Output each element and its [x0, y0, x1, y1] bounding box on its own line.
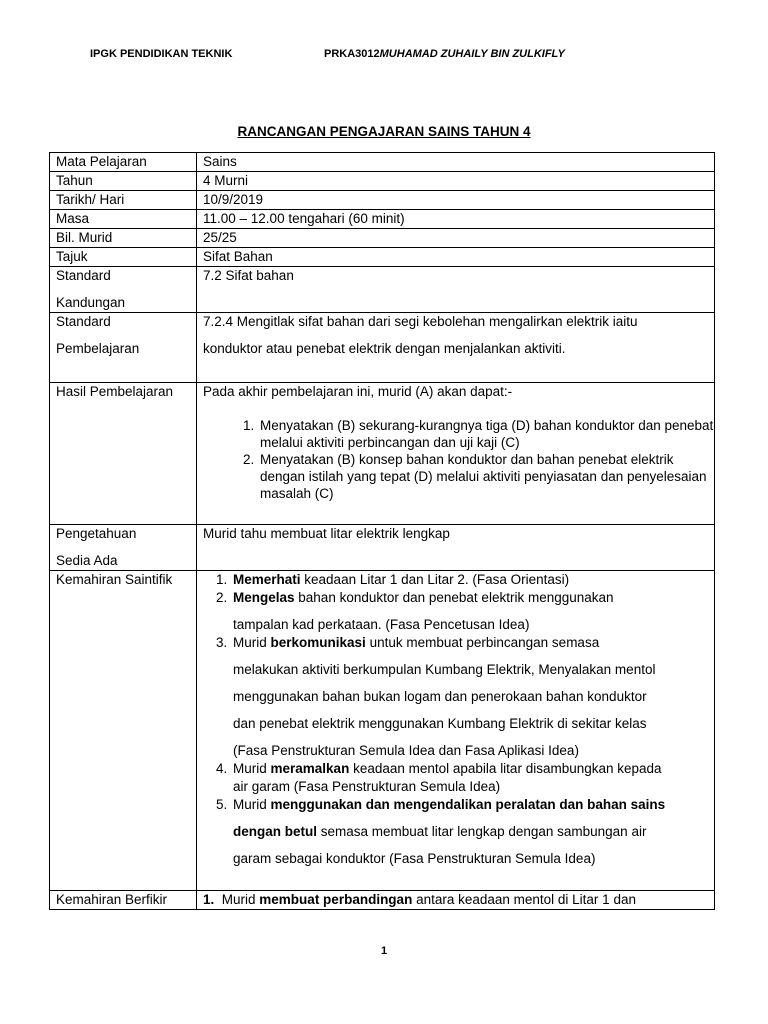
item-text: semasa membuat litar lengkap dengan sambungan air: [317, 824, 647, 839]
text-line: Pada akhir pembelajaran ini, murid (A) akan dapat:-: [203, 384, 513, 399]
item-text: antara keadaan mentol di Litar 1 dan: [412, 892, 636, 907]
header-course-code: PRKA3012: [324, 48, 380, 60]
bold-term: Mengelas: [233, 590, 295, 605]
item-text: menggunakan bahan bukan logam dan penerokaan bahan konduktor: [233, 689, 647, 704]
row-label: Bil. Murid: [50, 229, 197, 248]
label-line: Sedia Ada: [56, 553, 118, 568]
row-value: Sifat Bahan: [197, 248, 715, 267]
item-text: melakukan aktiviti berkumpulan Kumbang Elektrik, Menyalakan mentol: [233, 662, 656, 677]
item-number: 1.: [203, 892, 215, 907]
row-value: [197, 571, 715, 891]
table-row: [50, 891, 715, 910]
table-row: [50, 210, 715, 229]
row-label: [50, 525, 197, 571]
row-label: Kemahiran Berfikir: [50, 891, 197, 910]
row-label: Masa: [50, 210, 197, 229]
table-row: [50, 313, 715, 383]
row-value: 4 Murni: [197, 172, 715, 191]
item-text: garam sebagai konduktor (Fasa Penstrukturan Semula Idea): [233, 851, 596, 866]
row-label: Mata Pelajaran: [50, 153, 197, 172]
row-label: Tarikh/ Hari: [50, 191, 197, 210]
item-text: Murid: [233, 635, 271, 650]
list-item: [231, 760, 714, 796]
list-item: [231, 634, 714, 760]
skills-list: [203, 571, 714, 868]
row-value: [197, 891, 715, 910]
header-course-author: [324, 48, 565, 60]
row-value: 25/25: [197, 229, 715, 248]
row-value: Murid tahu membuat litar elektrik lengkap: [197, 525, 715, 571]
list-item: [231, 571, 714, 589]
page-number: 1: [380, 945, 388, 957]
bold-term: dengan betul: [233, 824, 317, 839]
table-row: [50, 571, 715, 891]
list-item: 2. Menyatakan (B) konsep bahan konduktor dan bahan penebat elektrik dengan istilah yang tepat (D) melalui aktiviti penyiasatan dan penyelesaian masalah (C): [258, 451, 714, 502]
label-line: Pembelajaran: [56, 341, 140, 356]
bold-term: menggunakan dan mengendalikan peralatan dan bahan sains: [270, 797, 666, 812]
label-line: Standard: [56, 268, 111, 283]
header-author: MUHAMAD ZUHAILY BIN ZULKIFLY: [379, 48, 565, 60]
row-label: Tahun: [50, 172, 197, 191]
label-line: Pengetahuan: [56, 526, 137, 541]
item-text: untuk membuat perbincangan semasa: [365, 635, 600, 650]
header-institution: IPGK PENDIDIKAN TEKNIK: [90, 48, 233, 60]
row-value: 7.2 Sifat bahan: [197, 267, 715, 313]
label-line: Standard: [56, 314, 111, 329]
page-title: RANCANGAN PENGAJARAN SAINS TAHUN 4: [237, 124, 531, 139]
lesson-plan-table: [49, 152, 715, 910]
table-row: [50, 153, 715, 172]
bold-term: berkomunikasi: [270, 635, 366, 650]
text-line: 7.2.4 Mengitlak sifat bahan dari segi kebolehan mengalirkan elektrik iaitu: [203, 314, 638, 329]
table-row: [50, 191, 715, 210]
list-item: [231, 796, 714, 868]
item-text: Murid: [221, 892, 260, 907]
outcome-list: [203, 417, 714, 502]
item-text: Murid: [233, 761, 271, 776]
list-item: [231, 589, 714, 634]
table-row: [50, 172, 715, 191]
row-value: 11.00 – 12.00 tengahari (60 minit): [197, 210, 715, 229]
item-text: tampalan kad perkataan. (Fasa Pencetusan Idea): [233, 617, 530, 632]
row-label: [50, 267, 197, 313]
text-line: konduktor atau penebat elektrik dengan menjalankan aktiviti.: [203, 341, 566, 356]
row-label: Hasil Pembelajaran: [50, 383, 197, 525]
table-row: [50, 383, 715, 525]
item-text: Murid: [233, 797, 271, 812]
item-text: dan penebat elektrik menggunakan Kumbang Elektrik di sekitar kelas: [233, 716, 647, 731]
row-value: [197, 383, 715, 525]
item-text: keadaan mentol apabila litar disambungkan kepada: [349, 761, 662, 776]
table-row: [50, 248, 715, 267]
row-label: Tajuk: [50, 248, 197, 267]
row-label: Kemahiran Saintifik: [50, 571, 197, 891]
list-item: 1. Menyatakan (B) sekurang-kurangnya tiga (D) bahan konduktor dan penebat melalui aktiviti perbincangan dan uji kaji (C): [258, 417, 714, 451]
table-row: [50, 267, 715, 313]
item-text: (Fasa Penstrukturan Semula Idea dan Fasa Aplikasi Idea): [233, 743, 579, 758]
item-text: air garam (Fasa Penstrukturan Semula Idea): [233, 779, 501, 794]
row-value: Sains: [197, 153, 715, 172]
bold-term: Memerhati: [233, 572, 301, 587]
row-label: [50, 313, 197, 383]
label-line: Kandungan: [56, 295, 126, 310]
bold-term: meramalkan: [270, 761, 350, 776]
bold-term: membuat perbandingan: [259, 892, 413, 907]
row-value: [197, 313, 715, 383]
table-row: [50, 525, 715, 571]
item-text: keadaan Litar 1 dan Litar 2. (Fasa Orientasi): [300, 572, 570, 587]
table-row: [50, 229, 715, 248]
row-value: 10/9/2019: [197, 191, 715, 210]
item-text: bahan konduktor dan penebat elektrik menggunakan: [294, 590, 614, 605]
